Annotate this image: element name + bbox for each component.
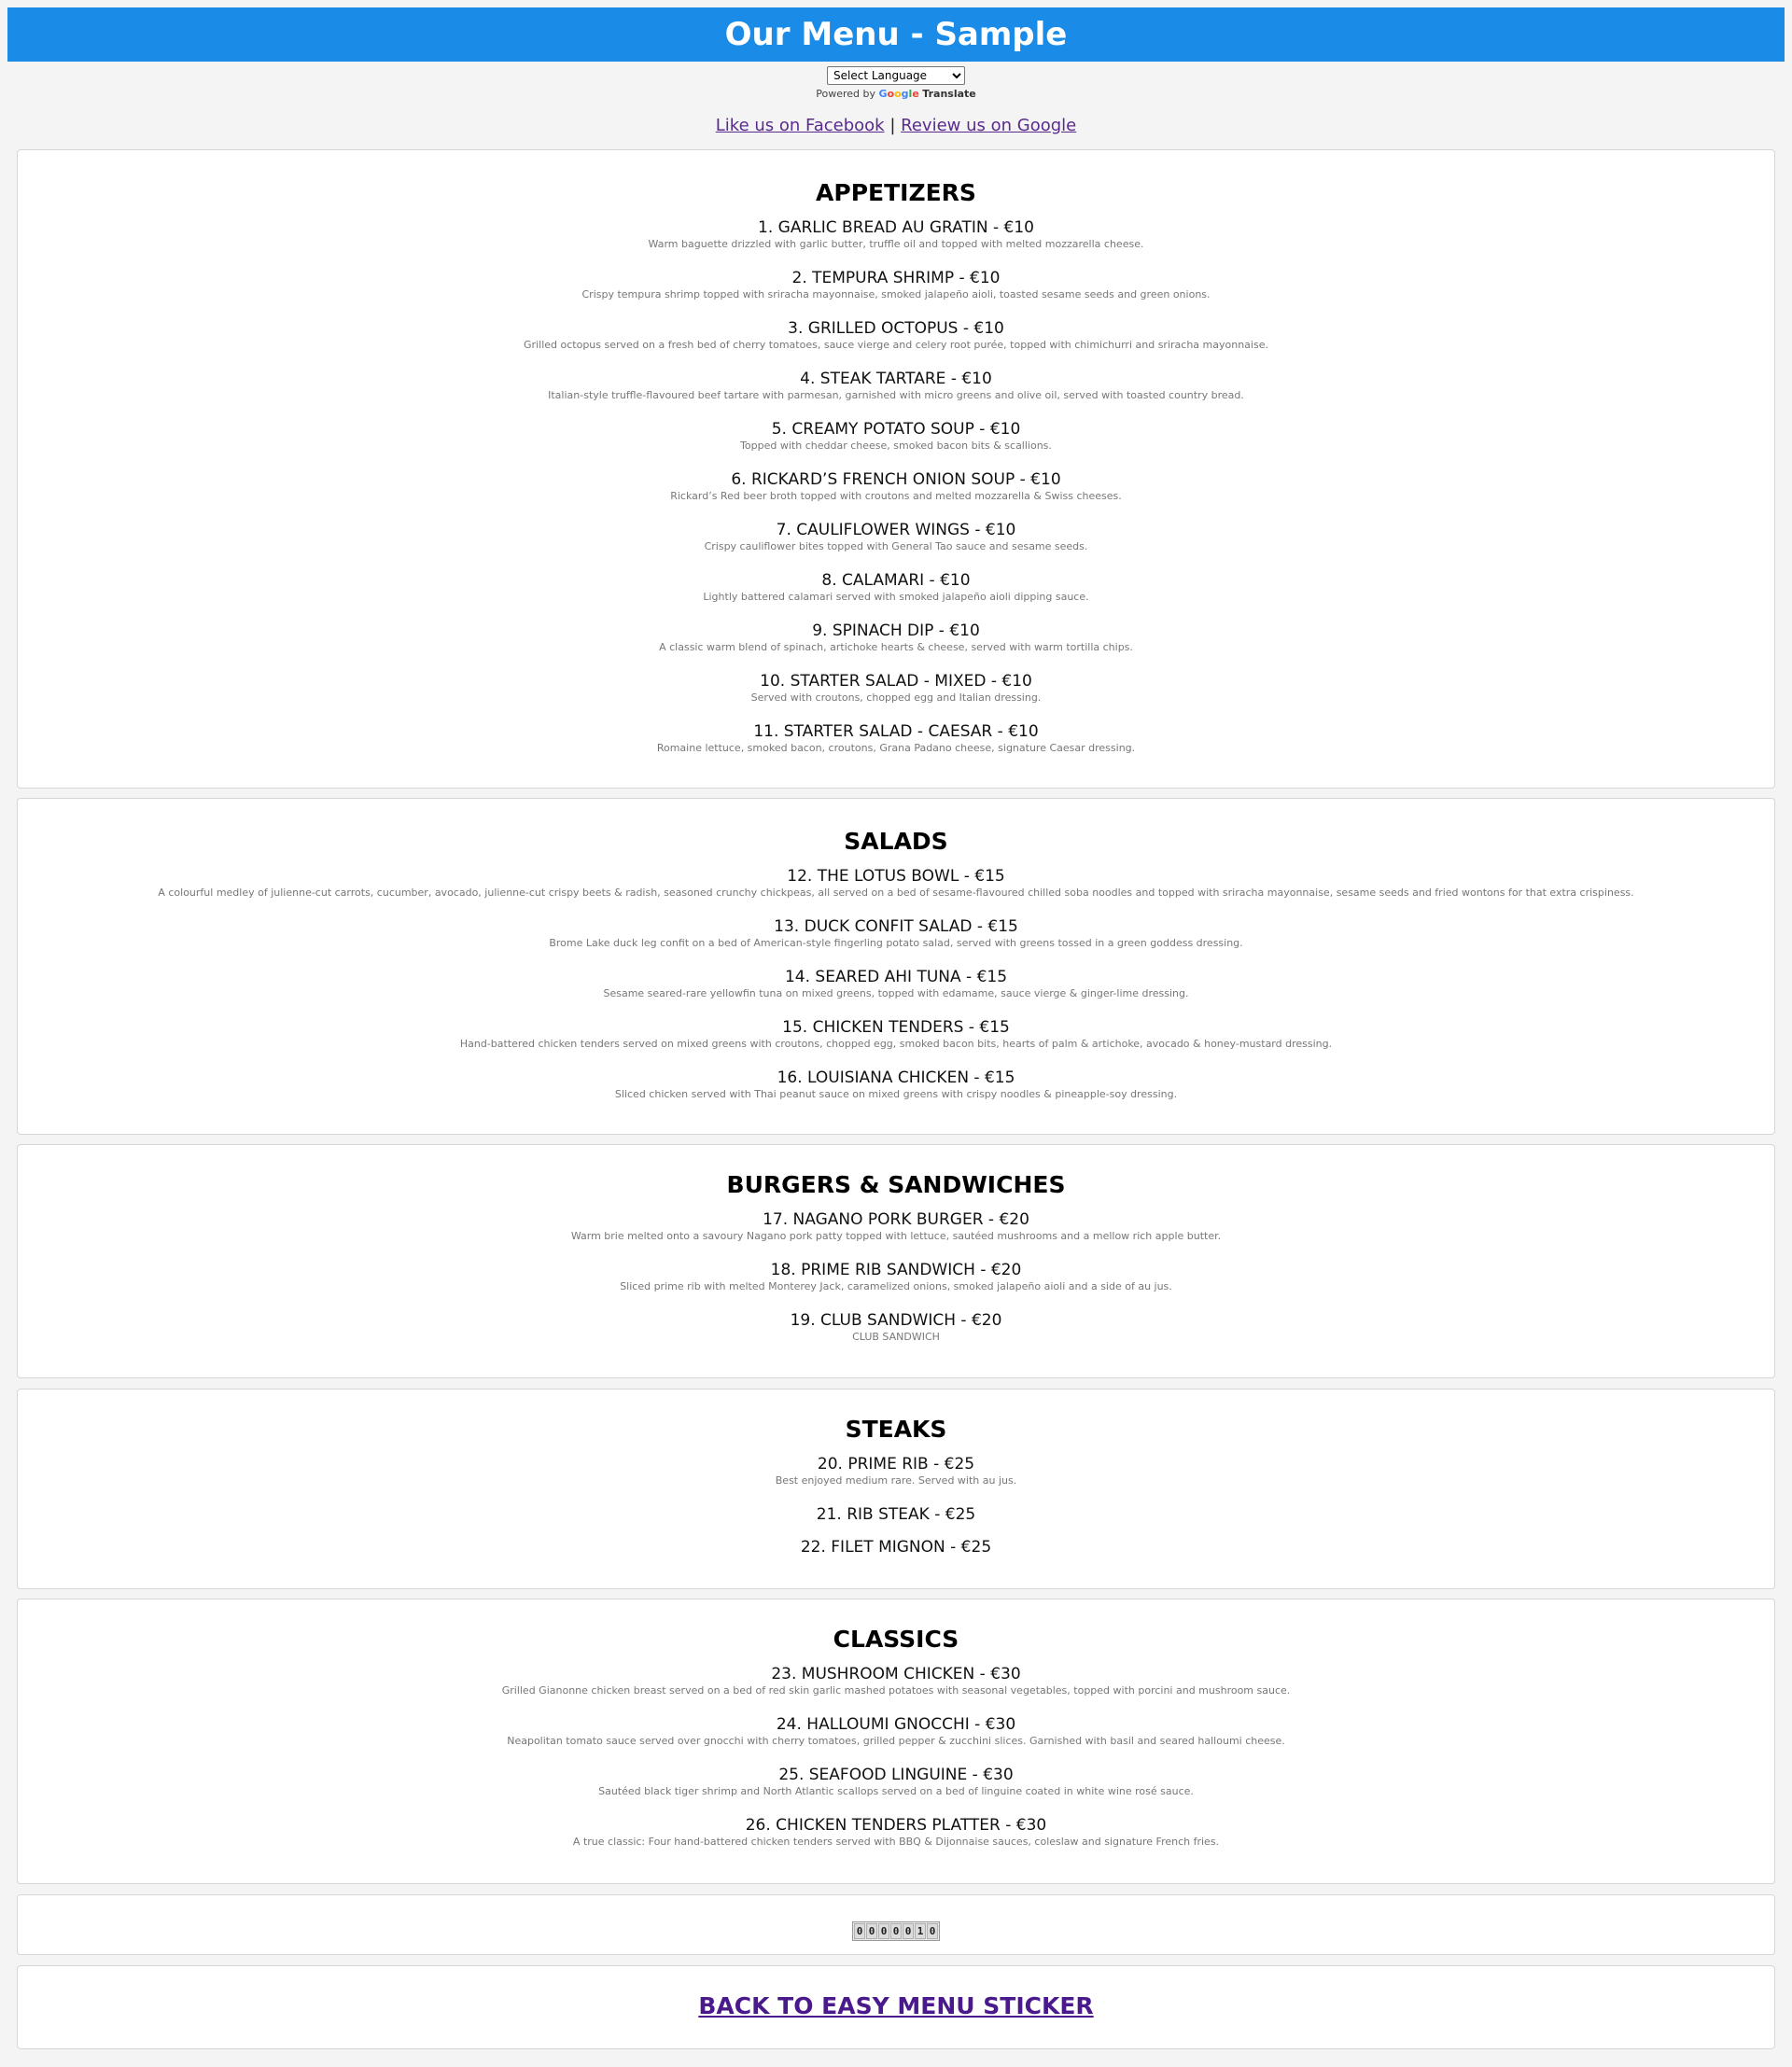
menu-item — [18, 217, 1774, 268]
menu-item-name: 24. HALLOUMI GNOCCHI - €30 — [776, 1715, 1016, 1734]
menu-item-desc: Italian-style truffle-flavoured beef tartare with parmesan, garnished with micro greens and olive oil, served with toasted country bread. — [548, 389, 1244, 401]
menu-item-desc: Crispy tempura shrimp topped with sriracha mayonnaise, smoked jalapeño aioli, toasted sesame seeds and green onions. — [581, 288, 1211, 300]
menu-item — [18, 671, 1774, 721]
menu-item-desc: A colourful medley of julienne-cut carrots, cucumber, avocado, julienne-cut crispy beets & radish, seasoned crunchy chickpeas, all served on a bed of sesame-flavoured chilled soba noodles and topped with sriracha mayonnaise, sesame seeds and fried wontons for that extra crispiness. — [158, 887, 1634, 899]
menu-item-name: 22. FILET MIGNON - €25 — [800, 1538, 992, 1557]
menu-item-name: 8. CALAMARI - €10 — [821, 571, 971, 590]
menu-item-name: 26. CHICKEN TENDERS PLATTER - €30 — [745, 1816, 1047, 1835]
menu-item — [18, 520, 1774, 570]
powered-by-google — [0, 88, 1792, 100]
back-link-panel — [17, 1965, 1775, 2049]
menu-item-name: 16. LOUISIANA CHICKEN - €15 — [777, 1068, 1015, 1087]
powered-by-label: Powered by — [816, 88, 876, 100]
menu-item-name: 12. THE LOTUS BOWL - €15 — [787, 867, 1005, 886]
menu-item — [18, 469, 1774, 520]
menu-item-desc: A classic warm blend of spinach, artichoke hearts & cheese, served with warm tortilla chips. — [659, 641, 1133, 653]
menu-item-desc: Rickard’s Red beer broth topped with croutons and melted mozzarella & Swiss cheeses. — [670, 490, 1122, 502]
counter-digit: 0 — [903, 1923, 914, 1939]
menu-item — [18, 866, 1774, 916]
menu-item — [18, 1209, 1774, 1260]
menu-item-name: 11. STARTER SALAD - CAESAR - €10 — [753, 722, 1039, 741]
menu-item — [18, 1260, 1774, 1310]
menu-item-desc: Lightly battered calamari served with smoked jalapeño aioli dipping sauce. — [703, 591, 1089, 603]
visitor-counter-panel — [17, 1894, 1775, 1955]
menu-item-name: 14. SEARED AHI TUNA - €15 — [784, 968, 1008, 986]
counter-digit: 0 — [866, 1923, 877, 1939]
menu-item — [18, 570, 1774, 621]
visitor-counter — [852, 1921, 940, 1941]
social-separator: | — [889, 116, 896, 135]
facebook-link[interactable]: Like us on Facebook — [715, 116, 885, 135]
page-header — [7, 7, 1785, 62]
menu-item-desc: Sliced prime rib with melted Monterey Jack, caramelized onions, smoked jalapeño aioli and a side of au jus. — [620, 1280, 1172, 1292]
menu-item-desc: A true classic: Four hand-battered chicken tenders served with BBQ & Dijonnaise sauces, coleslaw and signature French fries. — [572, 1836, 1220, 1848]
menu-item-name: 6. RICKARD’S FRENCH ONION SOUP - €10 — [731, 470, 1061, 489]
menu-item-name: 13. DUCK CONFIT SALAD - €15 — [774, 917, 1018, 936]
menu-item — [18, 1537, 1774, 1570]
translate-link[interactable]: Translate — [922, 88, 976, 100]
google-logo: Google — [878, 88, 919, 100]
menu-section-burgers-sandwiches — [17, 1144, 1775, 1378]
section-title: BURGERS & SANDWICHES — [726, 1171, 1066, 1198]
menu-item — [18, 1714, 1774, 1765]
google-review-link[interactable]: Review us on Google — [901, 116, 1077, 135]
menu-item-name: 2. TEMPURA SHRIMP - €10 — [791, 269, 1001, 287]
counter-digit: 0 — [890, 1923, 902, 1939]
menu-section-salads — [17, 798, 1775, 1135]
menu-item-desc: Sautéed black tiger shrimp and North Atlantic scallops served on a bed of linguine coated in white wine rosé sauce. — [598, 1785, 1194, 1797]
menu-item-desc: Crispy cauliflower bites topped with General Tao sauce and sesame seeds. — [704, 540, 1088, 552]
menu-item — [18, 1068, 1774, 1118]
menu-item — [18, 721, 1774, 772]
menu-item-desc: Best enjoyed medium rare. Served with au jus. — [775, 1474, 1017, 1487]
menu-item — [18, 621, 1774, 671]
menu-item-name: 19. CLUB SANDWICH - €20 — [790, 1311, 1002, 1330]
menu-item-name: 18. PRIME RIB SANDWICH - €20 — [770, 1261, 1022, 1279]
menu-section-appetizers — [17, 149, 1775, 789]
menu-item — [18, 268, 1774, 318]
menu-item-desc: CLUB SANDWICH — [852, 1331, 940, 1343]
menu-item-desc: Sesame seared-rare yellowfin tuna on mixed greens, topped with edamame, sauce vierge & ginger-lime dressing. — [603, 987, 1189, 999]
menu-item-desc: Romaine lettuce, smoked bacon, croutons, Grana Padano cheese, signature Caesar dressing. — [656, 742, 1136, 754]
menu-item — [18, 967, 1774, 1017]
section-title: APPETIZERS — [816, 179, 976, 206]
menu-item-desc: Grilled octopus served on a fresh bed of cherry tomatoes, sauce vierge and celery root purée, topped with chimichurri and sriracha mayonnaise. — [524, 339, 1268, 351]
menu-item-desc: Grilled Gianonne chicken breast served on a bed of red skin garlic mashed potatoes with seasonal vegetables, topped with porcini and mushroom sauce. — [501, 1684, 1291, 1697]
menu-item-desc: Served with croutons, chopped egg and Italian dressing. — [750, 691, 1042, 704]
menu-item — [18, 369, 1774, 419]
menu-item — [18, 1815, 1774, 1865]
menu-section-steaks — [17, 1389, 1775, 1589]
language-select[interactable] — [827, 66, 965, 85]
menu-section-classics — [17, 1599, 1775, 1884]
social-links — [0, 116, 1792, 135]
menu-item-name: 15. CHICKEN TENDERS - €15 — [782, 1018, 1010, 1037]
menu-item-desc: Warm baguette drizzled with garlic butter, truffle oil and topped with melted mozzarella cheese. — [648, 238, 1144, 250]
menu-item-name: 23. MUSHROOM CHICKEN - €30 — [771, 1665, 1021, 1683]
section-title: SALADS — [844, 828, 948, 855]
menu-item — [18, 1765, 1774, 1815]
menu-item-name: 1. GARLIC BREAD AU GRATIN - €10 — [758, 218, 1034, 237]
menu-item-name: 20. PRIME RIB - €25 — [817, 1455, 975, 1473]
menu-item — [18, 1664, 1774, 1714]
menu-item-desc: Topped with cheddar cheese, smoked bacon bits & scallions. — [740, 440, 1052, 452]
menu-item — [18, 1017, 1774, 1068]
menu-item-name: 10. STARTER SALAD - MIXED - €10 — [760, 672, 1032, 691]
menu-item — [18, 1310, 1774, 1361]
menu-item-desc: Warm brie melted onto a savoury Nagano pork patty topped with lettuce, sautéed mushrooms and a mellow rich apple butter. — [570, 1230, 1222, 1242]
counter-digit: 0 — [878, 1923, 889, 1939]
menu-item — [18, 419, 1774, 469]
back-to-easy-menu-sticker-link[interactable]: BACK TO EASY MENU STICKER — [698, 1992, 1094, 2019]
menu-item — [18, 318, 1774, 369]
menu-item-name: 17. NAGANO PORK BURGER - €20 — [763, 1210, 1029, 1229]
menu-item-desc: Neapolitan tomato sauce served over gnocchi with cherry tomatoes, grilled pepper & zucchini slices. Garnished with basil and seared halloumi cheese. — [507, 1735, 1285, 1747]
menu-item — [18, 1504, 1774, 1537]
google-translate-widget — [0, 65, 1792, 100]
counter-digit: 1 — [915, 1923, 926, 1939]
menu-item — [18, 916, 1774, 967]
menu-item-name: 7. CAULIFLOWER WINGS - €10 — [776, 521, 1016, 539]
page-title: Our Menu - Sample — [724, 16, 1068, 53]
menu-item-name: 3. GRILLED OCTOPUS - €10 — [788, 319, 1004, 338]
menu-item-desc: Hand-battered chicken tenders served on mixed greens with croutons, chopped egg, smoked bacon bits, hearts of palm & artichoke, avocado & honey-mustard dressing. — [459, 1038, 1333, 1050]
menu-item-name: 21. RIB STEAK - €25 — [816, 1505, 976, 1524]
menu-item-name: 4. STEAK TARTARE - €10 — [800, 370, 992, 388]
menu-item-name: 25. SEAFOOD LINGUINE - €30 — [778, 1766, 1014, 1784]
menu-item-name: 9. SPINACH DIP - €10 — [812, 621, 980, 640]
menu-item-desc: Sliced chicken served with Thai peanut sauce on mixed greens with crispy noodles & pineapple-soy dressing. — [614, 1088, 1178, 1100]
menu-item-desc: Brome Lake duck leg confit on a bed of American-style fingerling potato salad, served with greens tossed in a green goddess dressing. — [549, 937, 1243, 949]
section-title: CLASSICS — [833, 1626, 959, 1653]
counter-digit: 0 — [927, 1923, 938, 1939]
menu-item-name: 5. CREAMY POTATO SOUP - €10 — [771, 420, 1021, 439]
section-title: STEAKS — [845, 1416, 947, 1443]
menu-item — [18, 1454, 1774, 1504]
counter-digit: 0 — [854, 1923, 865, 1939]
